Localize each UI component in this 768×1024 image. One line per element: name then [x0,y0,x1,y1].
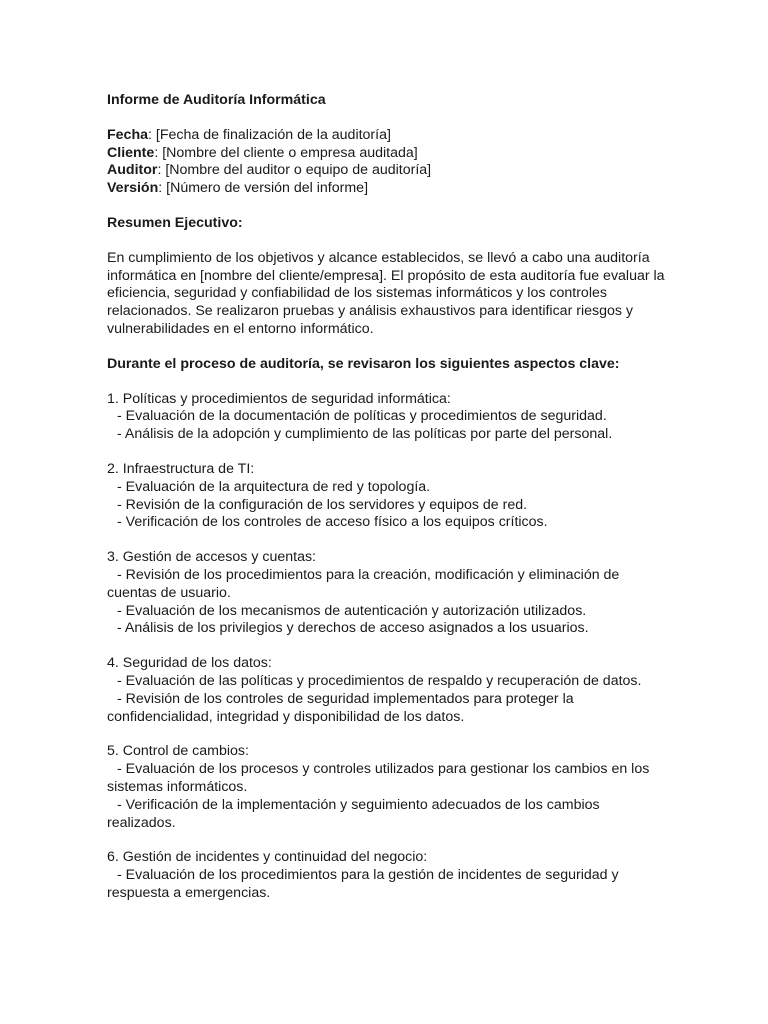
aspects-heading: Durante el proceso de auditoría, se revisaron los siguientes aspectos clave: [107,355,620,372]
list-item: - Revisión de los procedimientos para la creación, modificación y eliminación de cuentas de usuario. [107,566,620,601]
list-item: - Revisión de los controles de seguridad implementados para proteger la confidencialidad, integridad y disponibilidad de los datos. [107,690,574,725]
meta-label: Cliente [107,144,155,161]
list-item: - Evaluación de las políticas y procedimientos de respaldo y recuperación de datos. [117,672,642,689]
meta-label: Fecha [107,126,149,143]
list-item: - Revisión de la configuración de los servidores y equipos de red. [117,496,528,513]
section-5 [107,743,667,832]
section-2 [107,461,667,532]
section-title: 2. Infraestructura de TI: [107,460,255,477]
meta-label: Auditor [107,162,158,179]
list-item: - Evaluación de los procesos y controles utilizados para gestionar los cambios en los sistemas informáticos. [107,761,650,795]
document-title: Informe de Auditoría Informática [107,92,326,108]
list-item: - Análisis de los privilegios y derechos de acceso asignados a los usuarios. [117,620,589,637]
meta-cliente [107,145,667,163]
section-title: 3. Gestión de accesos y cuentas: [107,549,316,566]
document-page [107,92,667,903]
meta-label: Versión [107,180,159,197]
section-4 [107,655,667,726]
section-3 [107,549,667,638]
summary-heading: Resumen Ejecutivo: [107,214,243,231]
section-6 [107,849,667,902]
section-title: 1. Políticas y procedimientos de seguridad informática: [107,390,451,407]
meta-fecha [107,127,667,145]
list-item: - Evaluación de los mecanismos de autenticación y autorización utilizados. [117,602,587,619]
section-1 [107,391,667,444]
list-item: - Verificación de los controles de acceso físico a los equipos críticos. [117,514,548,531]
meta-value: : [Nombre del cliente o empresa auditada] [154,144,418,161]
section-title: 5. Control de cambios: [107,743,249,760]
meta-value: : [Número de versión del informe] [158,180,369,197]
section-title: 6. Gestión de incidentes y continuidad del negocio: [107,849,428,866]
meta-auditor [107,162,667,180]
list-item: - Evaluación de los procedimientos para la gestión de incidentes de seguridad y respuesta a emergencias. [107,867,619,901]
list-item: - Evaluación de la arquitectura de red y topología. [117,478,431,495]
section-title: 4. Seguridad de los datos: [107,655,272,672]
document-meta [107,127,667,198]
meta-value: : [Nombre del auditor o equipo de auditoría] [157,162,432,179]
list-item: - Evaluación de la documentación de políticas y procedimientos de seguridad. [117,408,607,425]
meta-value: : [Fecha de finalización de la auditoría] [148,126,391,143]
list-item: - Análisis de la adopción y cumplimiento de las políticas por parte del personal. [117,426,613,443]
summary-paragraph: En cumplimiento de los objetivos y alcance establecidos, se llevó a cabo una auditoría informática en [nombre del cliente/empresa]. El propósito de esta auditoría fue evaluar la eficiencia, seguridad y confiabilidad de los sistemas informáticos y los controles relacionados. Se realizaron pruebas y análisis exhaustivos para identificar riesgos y vulnerabilidades en el entorno informático. [107,249,665,337]
meta-version [107,180,667,198]
list-item: - Verificación de la implementación y seguimiento adecuados de los cambios realizados. [107,796,600,831]
